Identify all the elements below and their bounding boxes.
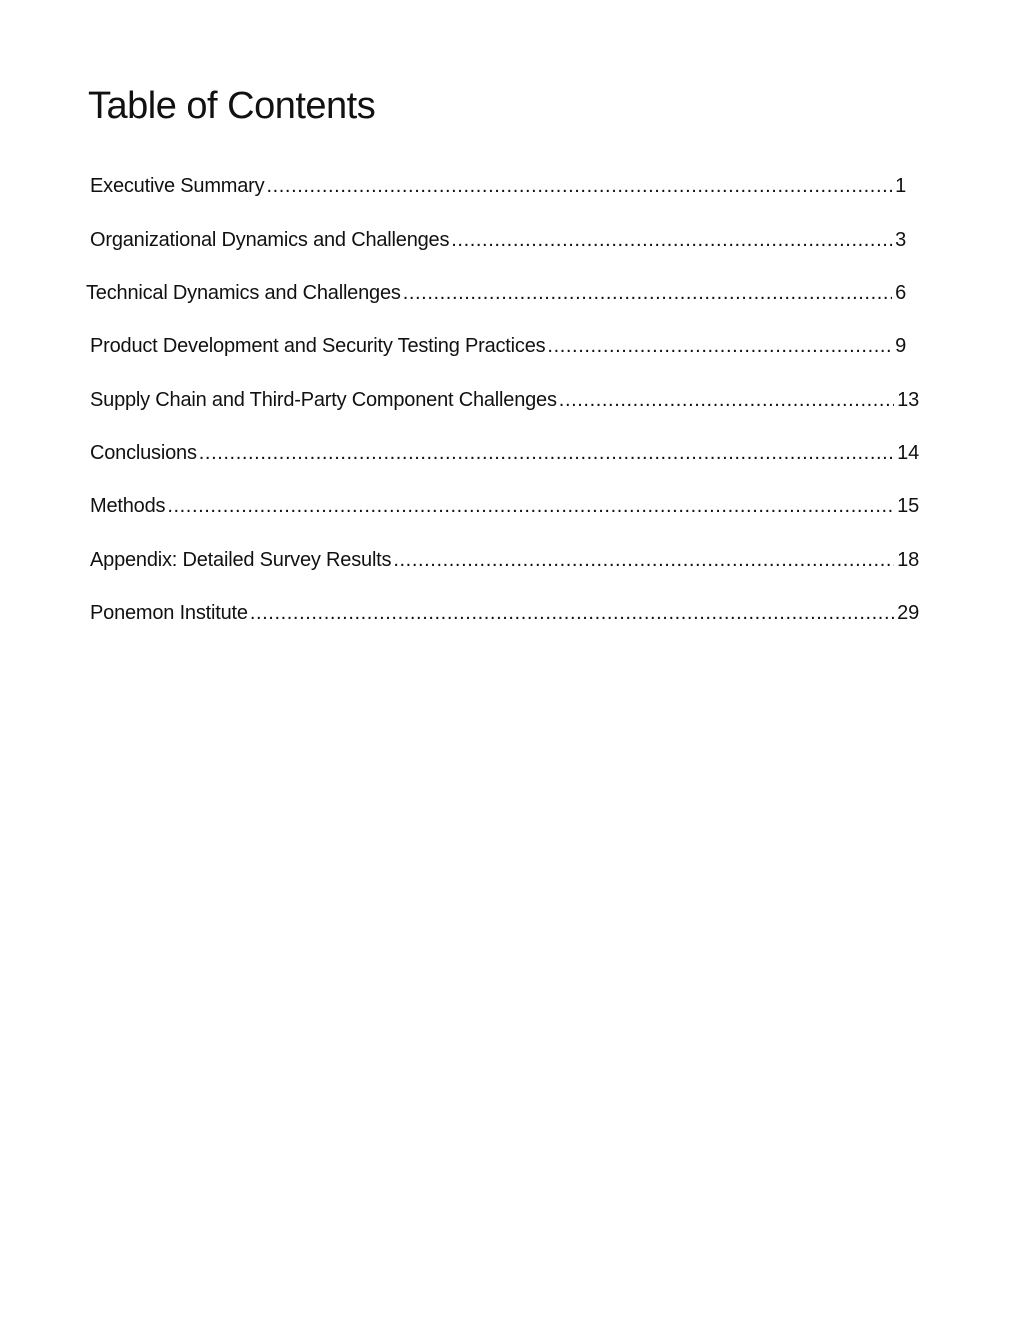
toc-entry-page-number: 18 (897, 549, 919, 571)
toc-entry-methods[interactable] (90, 493, 919, 519)
toc-dot-leader (559, 387, 894, 413)
toc-dot-leader (393, 547, 894, 573)
toc-entry-appendix[interactable] (90, 547, 919, 573)
toc-entry-conclusions[interactable] (90, 440, 919, 466)
toc-entry-page-number: 29 (897, 602, 919, 624)
toc-entry-page-number: 15 (897, 495, 919, 517)
toc-entry-page-number: 9 (895, 335, 906, 357)
toc-entry-label: Methods (90, 495, 166, 517)
toc-dot-leader (266, 173, 892, 199)
toc-entry-label: Ponemon Institute (90, 602, 248, 624)
toc-entry-product-development[interactable] (90, 333, 906, 359)
toc-entry-label: Conclusions (90, 442, 197, 464)
toc-entry-page-number: 1 (895, 175, 906, 197)
toc-entry-page-number: 14 (897, 442, 919, 464)
toc-dot-leader (451, 227, 892, 253)
toc-dot-leader (199, 440, 894, 466)
toc-dot-leader (167, 493, 894, 519)
page-title: Table of Contents (88, 85, 376, 127)
toc-entry-ponemon-institute[interactable] (90, 600, 919, 626)
toc-entry-label: Product Development and Security Testing Practices (90, 335, 546, 357)
toc-entry-label: Appendix: Detailed Survey Results (90, 549, 392, 571)
toc-entry-label: Executive Summary (90, 175, 265, 197)
toc-entry-page-number: 3 (895, 229, 906, 251)
toc-entry-label: Supply Chain and Third-Party Component Challenges (90, 389, 557, 411)
toc-entry-supply-chain[interactable] (90, 387, 919, 413)
toc-entry-label: Technical Dynamics and Challenges (86, 282, 401, 304)
toc-entry-page-number: 6 (895, 282, 906, 304)
toc-dot-leader (250, 600, 894, 626)
toc-entry-executive-summary[interactable] (90, 173, 906, 199)
toc-entry-page-number: 13 (897, 389, 919, 411)
toc-entry-technical-dynamics[interactable] (86, 280, 906, 306)
toc-entry-organizational-dynamics[interactable] (90, 227, 906, 253)
toc-entry-label: Organizational Dynamics and Challenges (90, 229, 450, 251)
toc-dot-leader (403, 280, 892, 306)
toc-dot-leader (547, 333, 892, 359)
